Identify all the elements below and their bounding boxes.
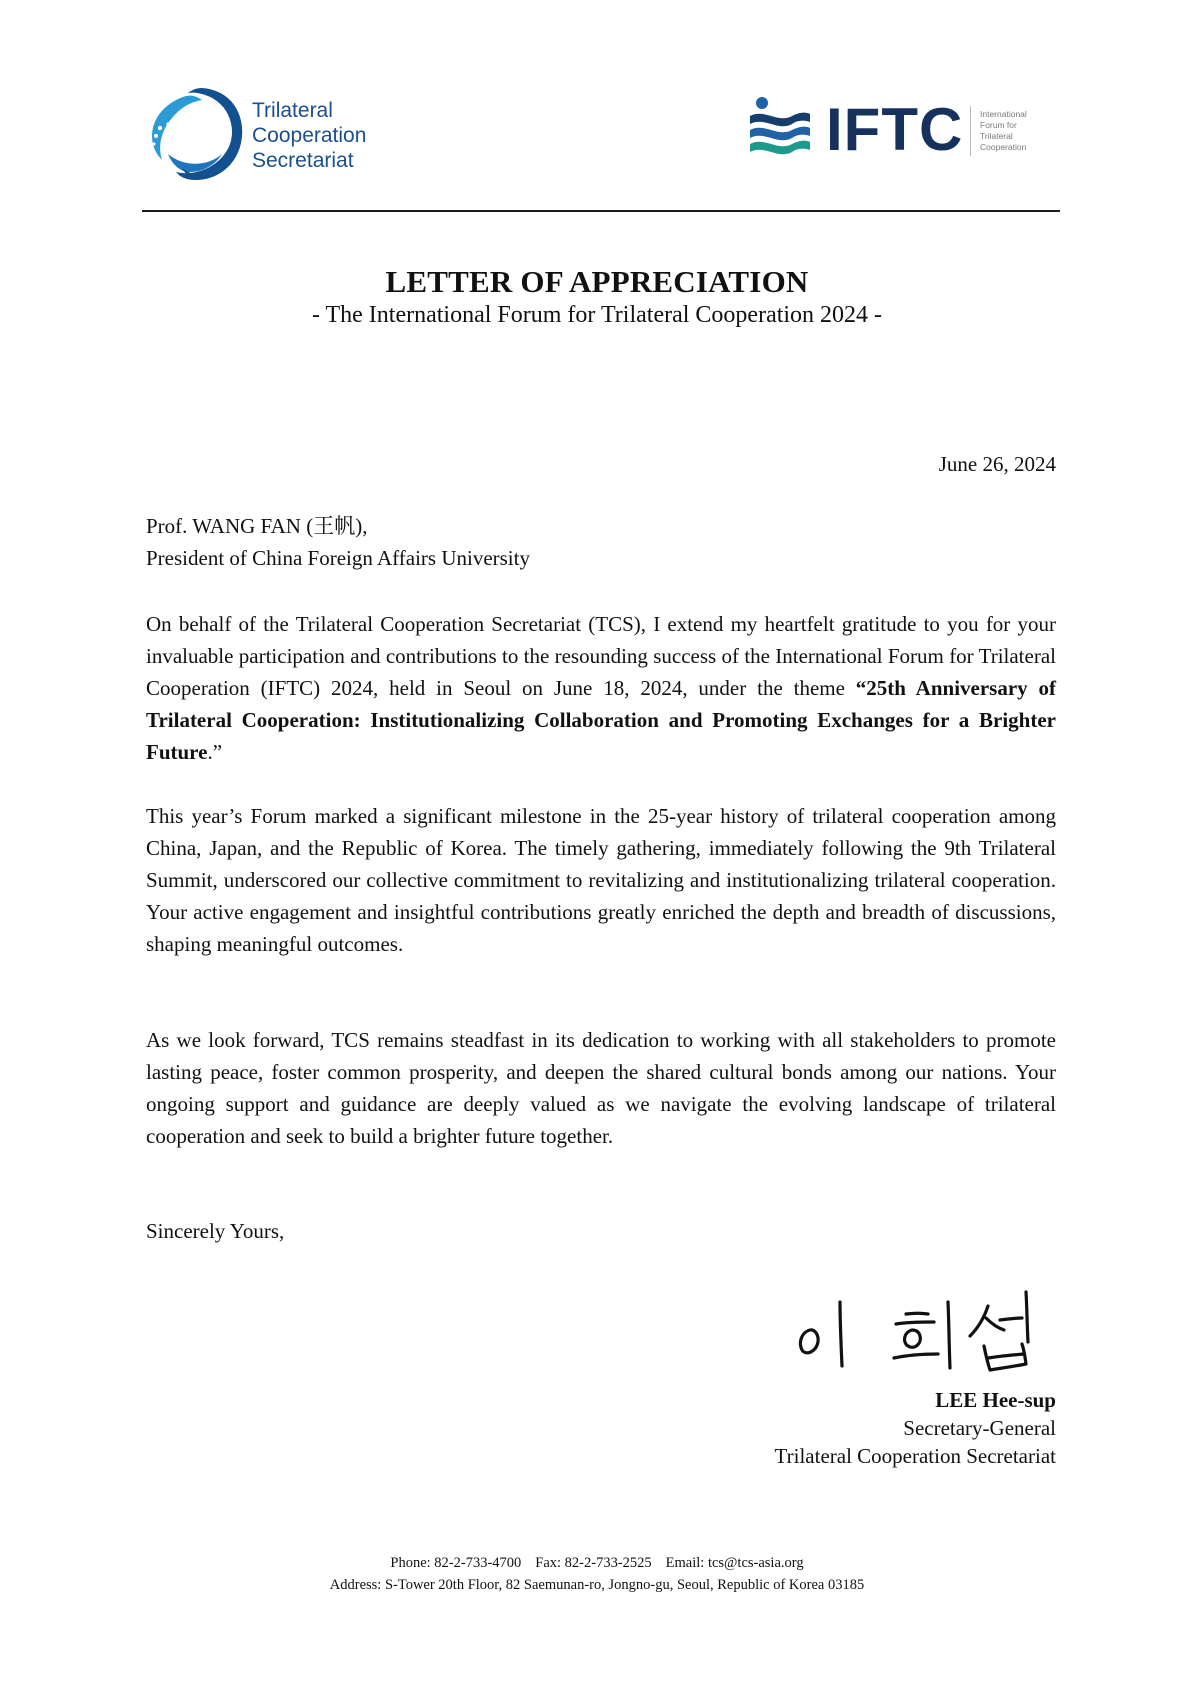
iftc-full-name-line-2: Forum for [980, 120, 1017, 130]
footer-email: Email: tcs@tcs-asia.org [665, 1555, 804, 1571]
paragraph-1-text: On behalf of the Trilateral Cooperation Secretariat (TCS), I extend my heartfelt gratitude to you for your invaluable participation and contributions to the resounding success of the International Forum for Trilateral Cooperation (IFTC) 2024, held in Seoul on June 18, 2024, under the theme [146, 612, 1056, 700]
iftc-waves-icon [748, 96, 812, 164]
body-paragraph-3: As we look forward, TCS remains steadfast in its dedication to working with all stakeholders to promote lasting peace, foster common prosperity, and deepen the shared cultural bonds among our nations. Your ongoing support and guidance are deeply valued as we navigate the evolving landscape of trilateral cooperation and seek to build a brighter future together. [146, 1028, 1056, 1148]
signer-position: Secretary-General [903, 1416, 1056, 1440]
iftc-letters: IFTC [826, 96, 964, 163]
theme-close: .” [207, 740, 223, 764]
tcs-emblem-icon [146, 84, 246, 184]
tcs-wordmark-line-3: Secretariat [252, 149, 354, 172]
handwritten-signature [788, 1272, 1068, 1376]
signer-name: LEE Hee-sup [935, 1388, 1056, 1412]
footer-phone: Phone: 82-2-733-4700 [390, 1555, 522, 1571]
footer-address: Address: S-Tower 20th Floor, 82 Saemunan-ro, Jongno-gu, Seoul, Republic of Korea 03185 [329, 1577, 865, 1593]
tcs-wordmark-line-2: Cooperation [252, 124, 367, 147]
tcs-wordmark [252, 98, 366, 173]
iftc-full-name-line-1: International [980, 109, 1027, 119]
iftc-full-name-line-3: Trilateral [980, 131, 1013, 141]
iftc-divider [970, 106, 971, 156]
recipient-name: Prof. WANG FAN (王帆), [146, 514, 368, 538]
tcs-logo [146, 84, 386, 184]
forum-theme: 25th Anniversary of Trilateral Cooperation: Institutionalizing Collaboration and Promoting Exchanges for a Brighter Future [146, 676, 1057, 764]
iftc-full-name-line-4: Cooperation [980, 142, 1027, 152]
closing-line: Sincerely Yours, [146, 1219, 285, 1243]
iftc-full-name [980, 109, 1027, 153]
body-paragraph-2: This year’s Forum marked a significant milestone in the 25-year history of trilateral cooperation among China, Japan, and the Republic of Korea. The timely gathering, immediately following the 9th Trilateral Summit, underscored our collective commitment to revitalizing and institutionalizing trilateral cooperation. Your active engagement and insightful contributions greatly enriched the depth and breadth of discussions, shaping meaningful outcomes. [146, 804, 1056, 956]
signer-organization: Trilateral Cooperation Secretariat [774, 1444, 1056, 1468]
letter-date: June 26, 2024 [938, 452, 1056, 476]
body-paragraph-1 [146, 608, 1056, 768]
recipient-title: President of China Foreign Affairs University [146, 546, 530, 570]
theme-open-quote: “ [855, 676, 867, 700]
footer-fax: Fax: 82-2-733-2525 [535, 1555, 652, 1571]
letter-subtitle: - The International Forum for Trilateral Cooperation 2024 - [311, 302, 883, 328]
tcs-wordmark-line-1: Trilateral [252, 99, 333, 122]
header-divider [142, 210, 1060, 212]
letter-title: LETTER OF APPRECIATION [385, 264, 809, 299]
iftc-logo [748, 92, 1068, 182]
tcs-emblem-text: TCS [181, 122, 219, 147]
footer-contact [0, 1553, 1194, 1573]
